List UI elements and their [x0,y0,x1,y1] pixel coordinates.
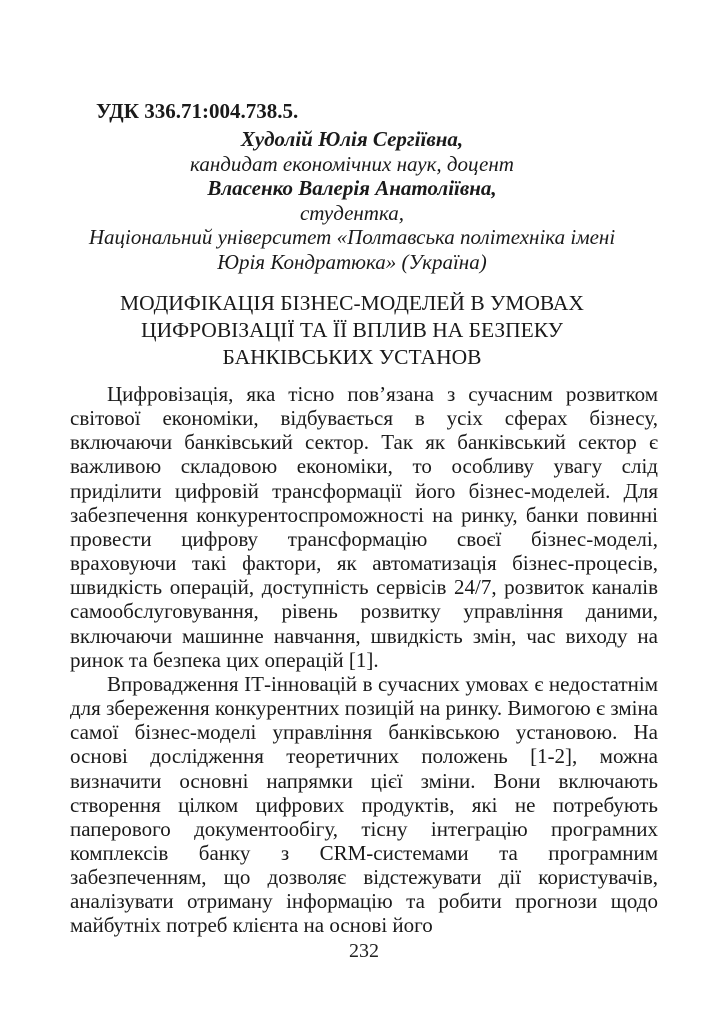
affiliation-line-2: Юрія Кондратюка» (Україна) [217,249,487,274]
article-title [70,290,658,371]
udc-code: УДК 336.71:004.738.5. [96,99,299,123]
article-title-line-3: БАНКІВСЬКИХ УСТАНОВ [222,345,482,369]
authors-block [70,127,658,274]
page-number: 232 [349,940,379,962]
article-title-line-2: ЦИФРОВІЗАЦІЇ ТА ЇЇ ВПЛИВ НА БЕЗПЕКУ [141,318,563,342]
affiliation-line-1: Національний університет «Полтавська політехніка імені [88,225,616,249]
author-1-role: кандидат економічних наук, доцент [190,151,514,176]
body-paragraph-2: Впровадження ІТ-інновацій в сучасних умовах є недостатнім для збереження конкурентних позицій на ринку. Вимогою є зміна самої бізнес-моделі управління банківською установою. На основі дослідження теоретичних положень [1-2], можна визначити основні напрямки цієї зміни. Вони включають створення цілком цифрових продуктів, які не потребують паперового документообігу, тісну інтеграцію програмних комплексів банку з CRM-системами та програмним забезпеченням, що дозволяє відстежувати дії користувачів, аналізувати отриману інформацію та робити прогнози щодо майбутніх потреб клієнта на основі його [70,671,658,938]
article-title-line-1: МОДИФІКАЦІЯ БІЗНЕС-МОДЕЛЕЙ В УМОВАХ [120,291,584,315]
author-2-role: студентка, [299,200,405,225]
author-2-name: Власенко Валерія Анатоліївна, [207,176,497,200]
author-1-name: Худолій Юлія Сергіївна, [240,127,464,151]
body-paragraph-1: Цифровізація, яка тісно пов’язана з сучасним розвитком світової економіки, відбувається в усіх сферах бізнесу, включаючи банківський сектор. Так як банківський сектор є важливою складовою економіки, то особливу увагу слід приділити цифровій трансформації його бізнес-моделей. Для забезпечення конкурентоспроможності на ринку, банки повинні провести цифрову трансформацію своєї бізнес-моделі, враховуючи такі фактори, як автоматизація бізнес-процесів, швидкість операцій, доступність сервісів 24/7, розвиток каналів самообслуговування, рівень розвитку управління даними, включаючи машинне навчання, швидкість змін, час виходу на ринок та безпека цих операцій [1]. [70,382,658,672]
page-content [70,99,658,938]
